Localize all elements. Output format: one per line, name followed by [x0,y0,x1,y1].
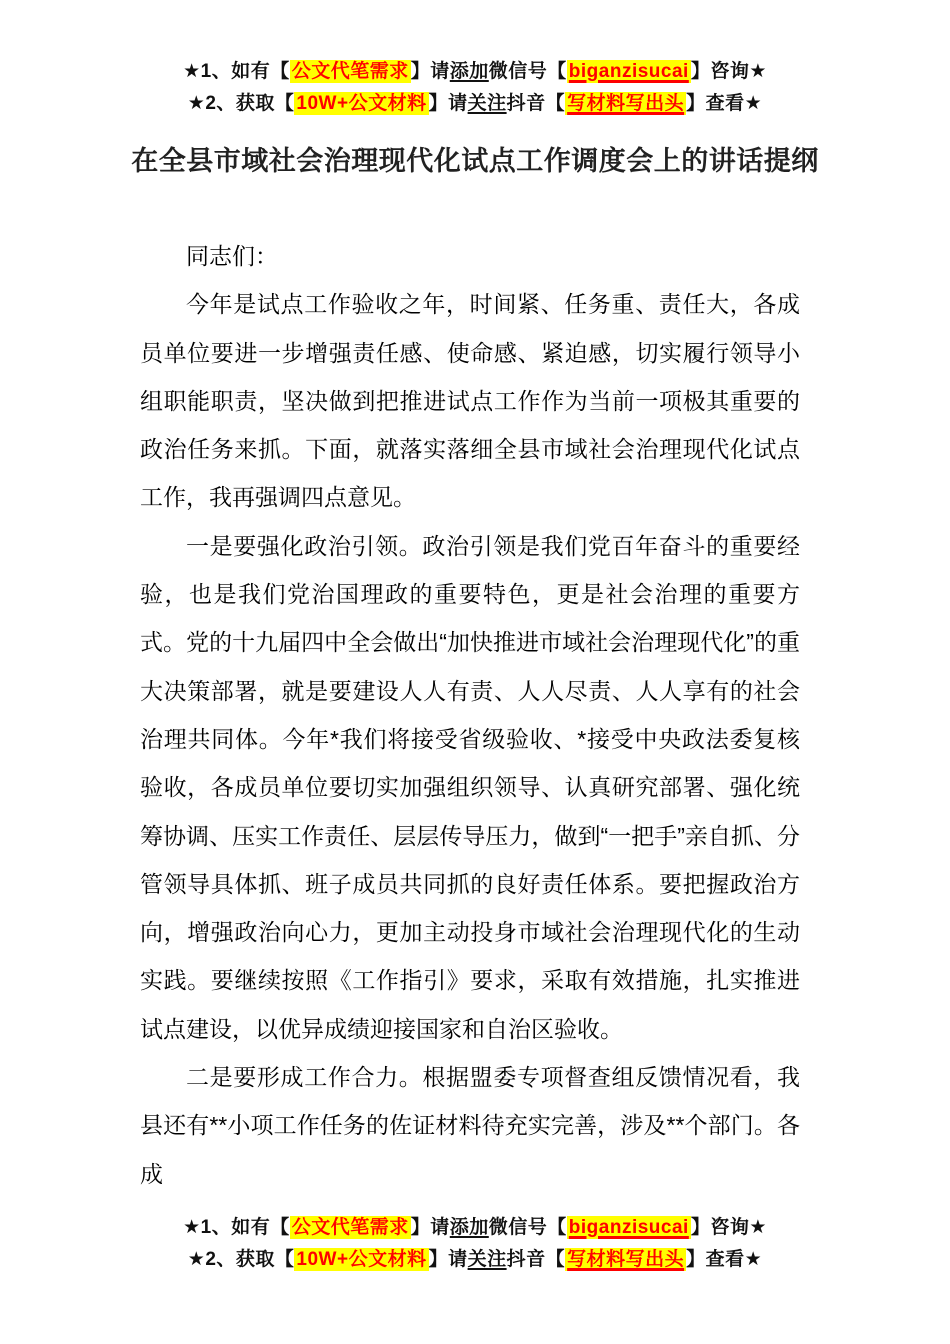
promo-2b-account-id: 写材料写出头 [567,1249,685,1270]
promo-2-bracket-mid: 】请 [428,93,468,114]
promo-2-service-highlight: 10W+公文材料 [296,93,427,114]
promo-line-2 [0,88,950,120]
paragraph-intro: 今年是试点工作验收之年，时间紧、任务重、责任大，各成员单位要进一步增强责任感、使命感、紧迫感，切实履行领导小组职能职责，坚决做到把推进试点工作作为当前一项极其重要的政治任务来抓。下面，就落实落细全县市域社会治理现代化试点工作，我再强调四点意见。 [140,291,800,511]
promo-2-suffix: 】查看★ [686,93,763,114]
promo-2b-prefix: ★2、获取【 [187,1249,295,1270]
promo-1-account-id: biganzisucai [568,61,689,82]
promo-2b-channel-label: 抖音【 [506,1249,566,1270]
promo-2-prefix: ★2、获取【 [187,93,295,114]
promo-2b-suffix: 】查看★ [686,1249,763,1270]
promo-1b-suffix: 】咨询★ [690,1217,767,1238]
promo-2b-service-highlight: 10W+公文材料 [296,1249,427,1270]
promo-1-action-underline: 添加 [449,61,489,82]
promo-1b-prefix: ★1、如有【 [183,1217,290,1238]
promo-banner-bottom [0,1212,950,1276]
promo-1-channel-label: 微信号【 [488,61,567,82]
paragraph-point-two: 二是要形成工作合力。根据盟委专项督查组反馈情况看，我县还有**小项工作任务的佐证材料待充实完善，涉及**个部门。各成 [140,1064,800,1187]
promo-1b-channel-label: 微信号【 [488,1217,567,1238]
promo-banner-top [0,0,950,120]
promo-2-channel-label: 抖音【 [506,93,566,114]
promo-2-account-id: 写材料写出头 [567,93,685,114]
promo-1-suffix: 】咨询★ [690,61,767,82]
promo-2-action-underline: 关注 [467,93,507,114]
promo-1-service-highlight: 公文代笔需求 [291,61,409,82]
promo-1-prefix: ★1、如有【 [183,61,290,82]
document-title: 在全县市域社会治理现代化试点工作调度会上的讲话提纲 [131,146,819,176]
promo-line-1-bottom [0,1212,950,1244]
paragraph-point-one: 一是要强化政治引领。政治引领是我们党百年奋斗的重要经验，也是我们党治国理政的重要特色，更是社会治理的重要方式。党的十九届四中全会做出“加快推进市域社会治理现代化”的重大决策部署，就是要建设人人有责、人人尽责、人人享有的社会治理共同体。今年*我们将接受省级验收、*接受中央政法委复核验收，各成员单位要切实加强组织领导、认真研究部署、强化统筹协调、压实工作责任、层层传导压力，做到“一把手”亲自抓、分管领导具体抓、班子成员共同抓的良好责任体系。要把握政治方向，增强政治向心力，更加主动投身市域社会治理现代化的生动实践。要继续按照《工作指引》要求，采取有效措施，扎实推进试点建设，以优异成绩迎接国家和自治区验收。 [140,532,800,1042]
paragraph-salutation: 同志们： [186,243,278,269]
promo-1-bracket-mid: 】请 [410,61,450,82]
promo-1b-service-highlight: 公文代笔需求 [291,1217,409,1238]
document-body [140,232,800,1198]
promo-line-2-bottom [0,1244,950,1276]
promo-1b-account-id: biganzisucai [568,1217,689,1238]
promo-2b-bracket-mid: 】请 [428,1249,468,1270]
promo-line-1 [0,56,950,88]
promo-2b-action-underline: 关注 [467,1249,507,1270]
promo-1b-bracket-mid: 】请 [410,1217,450,1238]
promo-1b-action-underline: 添加 [449,1217,489,1238]
